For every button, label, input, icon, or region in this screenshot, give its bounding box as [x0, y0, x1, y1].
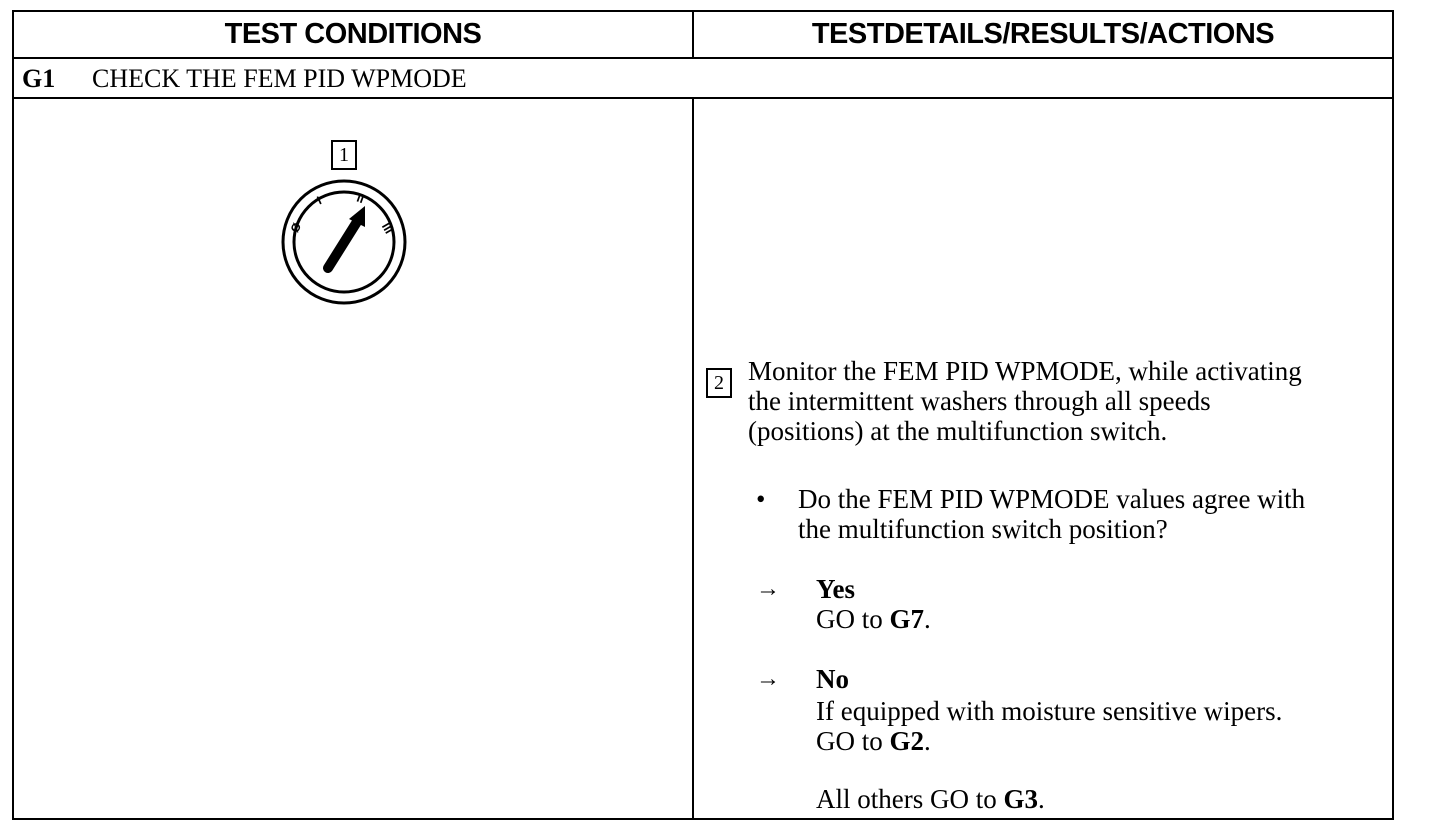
- test-conditions-header: TEST CONDITIONS: [14, 12, 694, 57]
- others-action: [816, 784, 1045, 815]
- arrow-right-icon: →: [756, 576, 780, 602]
- action-prefix: GO to: [816, 604, 890, 634]
- bullet-icon: •: [756, 484, 766, 514]
- yes-label: Yes: [816, 574, 855, 604]
- section-title: CHECK THE FEM PID WPMODE: [92, 64, 467, 93]
- yes-action: [816, 604, 931, 635]
- test-details-header: TESTDETAILS/RESULTS/ACTIONS: [811, 18, 1275, 50]
- switch-label-1: I: [314, 193, 324, 208]
- action-suffix: .: [924, 726, 931, 756]
- instruction-line: (positions) at the multifunction switch.: [748, 416, 1168, 446]
- action-prefix: All others GO to: [816, 784, 1004, 814]
- arrow-right-icon: →: [756, 666, 780, 692]
- goto-target-g7[interactable]: G7: [889, 604, 925, 634]
- question-text: [798, 484, 1378, 544]
- switch-label-off: Ø: [287, 220, 305, 236]
- column-divider: [692, 97, 694, 818]
- switch-label-3: III: [378, 220, 397, 236]
- step-number: 1: [339, 143, 349, 166]
- step-number-box-1: [331, 140, 357, 170]
- instruction-line: the intermittent washers through all speeds: [748, 386, 1211, 416]
- action-prefix: GO to: [816, 726, 890, 756]
- question-line: the multifunction switch position?: [798, 514, 1168, 544]
- no-condition: If equipped with moisture sensitive wipers.: [816, 696, 1283, 726]
- step-number: 2: [714, 371, 724, 394]
- action-suffix: .: [924, 604, 931, 634]
- switch-pointer: [328, 217, 360, 268]
- action-suffix: .: [1038, 784, 1045, 814]
- rotary-switch-icon: [268, 175, 412, 309]
- goto-target-g3[interactable]: G3: [1003, 784, 1038, 814]
- goto-target-g2[interactable]: G2: [889, 726, 925, 756]
- switch-label-2: II: [354, 190, 366, 207]
- header-divider: [14, 57, 1392, 59]
- section-title-row: [22, 62, 467, 96]
- section-divider: [14, 97, 1392, 99]
- no-action: [816, 726, 931, 757]
- section-code: G1: [22, 64, 56, 93]
- step-number-box-2: [706, 368, 732, 398]
- instruction-text: [748, 356, 1378, 446]
- no-label: No: [816, 664, 849, 694]
- instruction-line: Monitor the FEM PID WPMODE, while activating: [748, 356, 1302, 386]
- question-line: Do the FEM PID WPMODE values agree with: [798, 484, 1306, 514]
